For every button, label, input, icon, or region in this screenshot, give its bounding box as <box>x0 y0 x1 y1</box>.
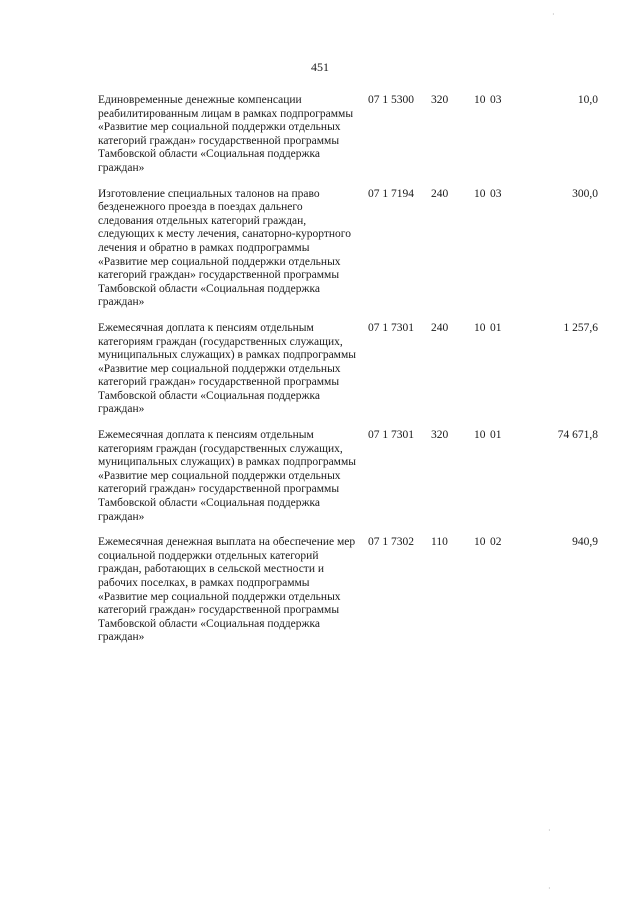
row-amount: 74 671,8 <box>557 429 598 442</box>
page-number: 451 <box>311 60 329 74</box>
table-row <box>98 322 606 417</box>
row-description: Ежемесячная доплата к пенсиям отдельным категориям граждан (государственных служащих, муниципальных служащих) в рамках подпрограммы «Развитие мер социальной поддержки отдельных категорий граждан» государственной программы Тамбовской области «Социальная поддержка граждан» <box>98 429 356 523</box>
row-subsection-code: 01 <box>490 321 502 334</box>
row-description: Ежемесячная доплата к пенсиям отдельным категориям граждан (государственных служащих, муниципальных служащих) в рамках подпрограммы «Развитие мер социальной поддержки отдельных категорий граждан» государственной программы Тамбовской области «Социальная поддержка граждан» <box>98 321 356 416</box>
row-target-article-code: 07 1 7301 <box>368 429 414 442</box>
row-section-code: 10 <box>474 536 486 549</box>
row-section-code: 10 <box>474 321 486 334</box>
row-expense-type-code: 240 <box>431 187 449 200</box>
row-amount: 940,9 <box>572 536 598 549</box>
row-expense-type-code: 320 <box>431 94 449 106</box>
row-target-article-code: 07 1 5300 <box>368 94 414 106</box>
row-expense-type-code: 110 <box>431 536 448 549</box>
row-subsection-code: 02 <box>490 536 502 549</box>
table-row <box>98 536 606 645</box>
row-target-article-code: 07 1 7301 <box>368 321 414 334</box>
table-row <box>98 429 606 524</box>
scan-speck: · <box>548 826 551 835</box>
row-amount: 300,0 <box>572 187 598 200</box>
scan-speck: · <box>548 884 551 893</box>
row-target-article-code: 07 1 7194 <box>368 187 414 200</box>
row-subsection-code: 03 <box>490 94 502 106</box>
row-target-article-code: 07 1 7302 <box>368 536 414 549</box>
row-description: Ежемесячная денежная выплата на обеспечение мер социальной поддержки отдельных категорий граждан, работающих в сельской местности и рабочих поселках, в рамках подпрограммы «Развитие мер социальной поддержки отдельных категорий граждан» государственной программы Тамбовской области «Социальная поддержка граждан» <box>98 536 356 644</box>
row-expense-type-code: 240 <box>431 321 449 334</box>
scan-speck: · <box>552 10 555 19</box>
row-description: Единовременные денежные компенсации реабилитированным лицам в рамках подпрограммы «Развитие мер социальной поддержки отдельных категорий граждан» государственной программы Тамбовской области «Социальная поддержка граждан» <box>98 94 354 174</box>
row-description: Изготовление специальных талонов на право безденежного проезда в поездах дальнего следования отдельных категорий граждан, следующих к месту лечения, санаторно-курортного лечения и обратно в рамках подпрограммы «Развитие мер социальной поддержки отдельных категорий граждан» государственной программы Тамбовской области «Социальная поддержка граждан» <box>98 187 351 309</box>
row-amount: 1 257,6 <box>563 321 598 334</box>
row-section-code: 10 <box>474 429 486 442</box>
row-section-code: 10 <box>474 187 486 200</box>
row-section-code: 10 <box>474 94 486 106</box>
row-subsection-code: 03 <box>490 187 502 200</box>
table-row <box>98 188 606 310</box>
row-expense-type-code: 320 <box>431 429 449 442</box>
table-row <box>98 94 606 176</box>
budget-table <box>98 94 606 657</box>
row-subsection-code: 01 <box>490 429 502 442</box>
row-amount: 10,0 <box>577 94 598 106</box>
